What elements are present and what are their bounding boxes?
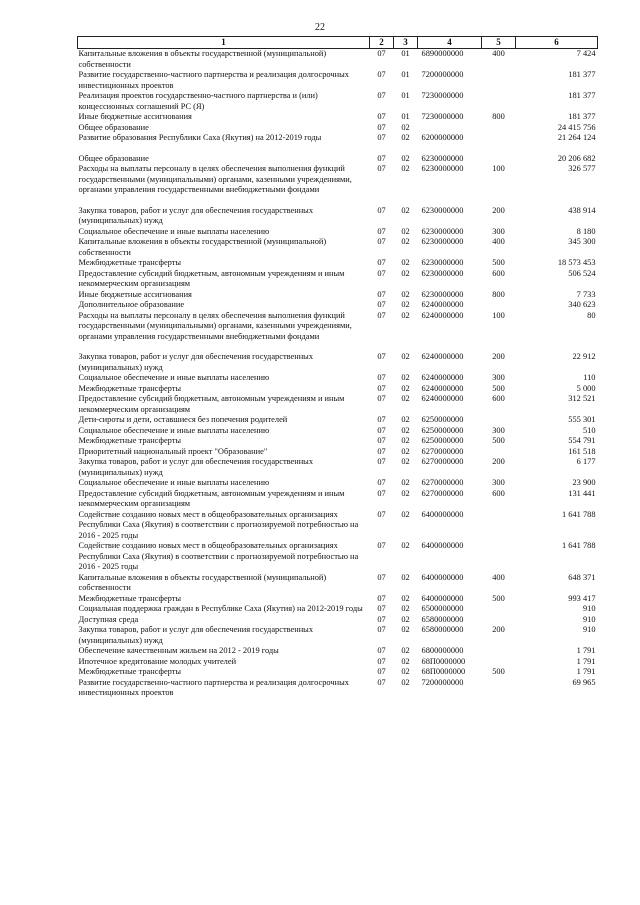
row-target-code: 6270000000 bbox=[421, 478, 464, 487]
row-expense-type: 800 bbox=[492, 289, 505, 299]
table-row bbox=[78, 352, 598, 373]
row-target-code: 6230000000 bbox=[421, 153, 464, 163]
row-target-code: 68П0000000 bbox=[421, 656, 466, 666]
row-description: Социальное обеспечение и иные выплаты населению bbox=[78, 373, 270, 382]
table-row bbox=[78, 237, 598, 258]
row-section: 07 bbox=[377, 300, 386, 309]
row-section: 07 bbox=[377, 258, 386, 267]
row-section: 07 bbox=[377, 667, 386, 676]
row-target-code: 6230000000 bbox=[421, 258, 464, 267]
row-description: Приоритетный национальный проект "Образование" bbox=[78, 446, 268, 456]
row-subsection: 02 bbox=[401, 394, 410, 403]
row-subsection: 02 bbox=[401, 677, 410, 687]
row-subsection: 02 bbox=[401, 425, 410, 435]
table-row bbox=[78, 300, 598, 311]
row-expense-type: 400 bbox=[492, 237, 505, 246]
row-amount: 131 441 bbox=[568, 488, 596, 498]
row-section: 07 bbox=[377, 394, 386, 403]
row-subsection: 02 bbox=[401, 593, 410, 603]
row-subsection: 01 bbox=[401, 70, 410, 79]
row-target-code: 6400000000 bbox=[421, 541, 464, 550]
row-target-code: 6400000000 bbox=[421, 509, 464, 519]
row-amount: 181 377 bbox=[568, 70, 596, 79]
row-subsection: 01 bbox=[401, 112, 410, 121]
row-section: 07 bbox=[377, 646, 386, 655]
row-target-code: 6240000000 bbox=[421, 383, 464, 393]
column-header-5: 5 bbox=[482, 37, 516, 49]
row-description: Расходы на выплаты персоналу в целях обеспечения выполнения функций государственными (муниципальными) органами, казенными учреждениями, органами управления государственными внебюджетными фондами bbox=[78, 310, 352, 341]
row-expense-type: 800 bbox=[492, 112, 505, 121]
row-description: Реализация проектов государственно-частного партнерства и (или) концессионных соглашений РС (Я) bbox=[78, 91, 318, 111]
row-amount: 1 791 bbox=[576, 656, 596, 666]
row-target-code: 6400000000 bbox=[421, 593, 464, 603]
row-description: Развитие образования Республики Саха (Якутия) на 2012-2019 годы bbox=[78, 133, 322, 142]
row-subsection: 02 bbox=[401, 646, 410, 655]
row-expense-type: 300 bbox=[492, 478, 505, 487]
row-section: 07 bbox=[377, 112, 386, 121]
row-spacer bbox=[78, 196, 598, 206]
row-description: Содействие созданию новых мест в общеобразовательных организациях Республики Саха (Якутия) в соответствии с прогнозируемой потребностью на 2016 - 2025 годы bbox=[78, 509, 359, 540]
table-row bbox=[78, 667, 598, 678]
table-row bbox=[78, 573, 598, 594]
row-section: 07 bbox=[377, 237, 386, 246]
row-subsection: 02 bbox=[401, 237, 410, 246]
table-row bbox=[78, 541, 598, 573]
row-description: Предоставление субсидий бюджетным, автономным учреждениям и иным некоммерческим организациям bbox=[78, 268, 345, 288]
row-expense-type bbox=[482, 133, 516, 144]
table-row bbox=[78, 206, 598, 227]
row-amount: 648 371 bbox=[568, 572, 596, 582]
row-description: Межбюджетные трансферты bbox=[78, 593, 182, 603]
table-row bbox=[78, 290, 598, 301]
row-expense-type bbox=[482, 415, 516, 426]
row-amount: 910 bbox=[582, 614, 596, 624]
row-target-code: 6230000000 bbox=[421, 289, 464, 299]
row-expense-type: 300 bbox=[492, 425, 505, 435]
row-amount: 181 377 bbox=[568, 91, 596, 100]
spacer-cell bbox=[78, 196, 598, 206]
row-target-code: 6250000000 bbox=[421, 415, 464, 424]
row-section: 07 bbox=[377, 373, 386, 382]
row-section: 07 bbox=[377, 415, 386, 424]
row-section: 07 bbox=[377, 226, 386, 236]
row-amount: 993 417 bbox=[568, 593, 596, 603]
table-row bbox=[78, 394, 598, 415]
row-subsection: 02 bbox=[401, 478, 410, 487]
row-description: Дополнительное образование bbox=[78, 300, 185, 309]
row-description: Межбюджетные трансферты bbox=[78, 258, 182, 267]
row-description: Общее образование bbox=[78, 122, 149, 132]
row-section: 07 bbox=[377, 289, 386, 299]
row-subsection: 02 bbox=[401, 488, 410, 498]
row-amount: 506 524 bbox=[568, 268, 596, 278]
row-subsection: 01 bbox=[401, 49, 410, 58]
table-row bbox=[78, 436, 598, 447]
column-header-1: 1 bbox=[78, 37, 370, 49]
row-section: 07 bbox=[377, 541, 386, 550]
row-subsection: 02 bbox=[401, 352, 410, 361]
row-target-code: 6400000000 bbox=[421, 572, 464, 582]
row-expense-type bbox=[482, 541, 516, 573]
row-amount: 18 573 453 bbox=[557, 258, 596, 267]
row-amount: 7 733 bbox=[576, 289, 596, 299]
row-description: Социальное обеспечение и иные выплаты населению bbox=[78, 226, 270, 236]
row-target-code: 7200000000 bbox=[421, 70, 464, 79]
table-row bbox=[78, 594, 598, 605]
row-expense-type: 600 bbox=[492, 488, 505, 498]
row-subsection: 02 bbox=[401, 436, 410, 445]
row-amount: 438 914 bbox=[568, 205, 596, 215]
row-subsection: 02 bbox=[401, 300, 410, 309]
row-description: Закупка товаров, работ и услуг для обеспечения государственных (муниципальных) нужд bbox=[78, 352, 314, 372]
row-subsection: 02 bbox=[401, 122, 410, 132]
row-amount: 554 791 bbox=[568, 436, 596, 445]
table-row bbox=[78, 457, 598, 478]
row-section: 07 bbox=[377, 593, 386, 603]
row-section: 07 bbox=[377, 70, 386, 79]
row-target-code: 6240000000 bbox=[421, 300, 464, 309]
spacer-cell bbox=[78, 342, 598, 352]
row-description: Межбюджетные трансферты bbox=[78, 667, 182, 676]
row-amount: 181 377 bbox=[568, 112, 596, 121]
row-amount: 22 912 bbox=[572, 352, 596, 361]
row-amount: 910 bbox=[582, 604, 596, 613]
table-row bbox=[78, 489, 598, 510]
row-subsection: 02 bbox=[401, 258, 410, 267]
row-description: Общее образование bbox=[78, 153, 149, 163]
row-target-code: 6580000000 bbox=[421, 614, 464, 624]
row-target-code: 6230000000 bbox=[421, 226, 464, 236]
row-expense-type: 500 bbox=[492, 436, 505, 445]
column-header-2: 2 bbox=[370, 37, 394, 49]
row-description: Социальное обеспечение и иные выплаты населению bbox=[78, 478, 270, 487]
row-target-code: 6200000000 bbox=[421, 133, 464, 142]
table-row bbox=[78, 478, 598, 489]
row-description: Закупка товаров, работ и услуг для обеспечения государственных (муниципальных) нужд bbox=[78, 625, 314, 645]
row-subsection: 02 bbox=[401, 415, 410, 424]
table-row bbox=[78, 164, 598, 196]
row-expense-type bbox=[482, 123, 516, 134]
row-description: Капитальные вложения в объекты государственной (муниципальной) собственности bbox=[78, 237, 327, 257]
row-subsection: 01 bbox=[401, 91, 410, 100]
row-section: 07 bbox=[377, 91, 386, 100]
row-subsection: 02 bbox=[401, 572, 410, 582]
row-spacer bbox=[78, 144, 598, 154]
row-expense-type: 500 bbox=[492, 667, 505, 676]
table-row bbox=[78, 625, 598, 646]
row-section: 07 bbox=[377, 49, 386, 58]
row-expense-type: 500 bbox=[492, 258, 505, 267]
row-section: 07 bbox=[377, 425, 386, 435]
row-expense-type: 200 bbox=[492, 457, 505, 466]
row-section: 07 bbox=[377, 133, 386, 142]
row-expense-type bbox=[482, 70, 516, 91]
row-expense-type bbox=[482, 615, 516, 626]
row-subsection: 02 bbox=[401, 268, 410, 278]
table-row bbox=[78, 269, 598, 290]
row-description: Социальное обеспечение и иные выплаты населению bbox=[78, 425, 270, 435]
row-description: Ипотечное кредитование молодых учителей bbox=[78, 656, 237, 666]
row-section: 07 bbox=[377, 488, 386, 498]
row-subsection: 02 bbox=[401, 656, 410, 666]
table-row bbox=[78, 604, 598, 615]
row-target-code: 6240000000 bbox=[421, 373, 464, 382]
row-description: Закупка товаров, работ и услуг для обеспечения государственных (муниципальных) нужд bbox=[78, 205, 314, 225]
row-target-code: 6230000000 bbox=[421, 205, 464, 215]
row-subsection: 02 bbox=[401, 164, 410, 173]
row-section: 07 bbox=[377, 153, 386, 163]
row-expense-type: 600 bbox=[492, 394, 505, 403]
row-amount: 510 bbox=[582, 425, 596, 435]
row-amount: 6 177 bbox=[576, 457, 596, 466]
row-description: Социальная поддержка граждан в Республике Саха (Якутия) на 2012-2019 годы bbox=[78, 604, 363, 613]
row-expense-type bbox=[482, 678, 516, 699]
row-target-code: 7230000000 bbox=[421, 112, 464, 121]
row-subsection: 02 bbox=[401, 373, 410, 382]
row-target-code: 6240000000 bbox=[421, 310, 464, 320]
row-expense-type bbox=[482, 300, 516, 311]
row-description: Иные бюджетные ассигнования bbox=[78, 289, 192, 299]
row-expense-type: 200 bbox=[492, 352, 505, 361]
table-row bbox=[78, 447, 598, 458]
row-description: Капитальные вложения в объекты государственной (муниципальной) собственности bbox=[78, 572, 327, 592]
table-row bbox=[78, 426, 598, 437]
row-expense-type: 100 bbox=[492, 164, 505, 173]
row-section: 07 bbox=[377, 614, 386, 624]
row-target-code: 6230000000 bbox=[421, 164, 464, 173]
row-target-code: 6580000000 bbox=[421, 625, 464, 634]
row-section: 07 bbox=[377, 625, 386, 634]
row-target-code bbox=[418, 123, 482, 134]
row-description: Доступная среда bbox=[78, 614, 139, 624]
row-subsection: 02 bbox=[401, 205, 410, 215]
table-row bbox=[78, 154, 598, 165]
row-subsection: 02 bbox=[401, 604, 410, 613]
row-subsection: 02 bbox=[401, 667, 410, 676]
table-row bbox=[78, 70, 598, 91]
row-subsection: 02 bbox=[401, 310, 410, 320]
column-header-4: 4 bbox=[418, 37, 482, 49]
row-target-code: 6240000000 bbox=[421, 352, 464, 361]
row-amount: 5 000 bbox=[576, 383, 596, 393]
row-subsection: 02 bbox=[401, 133, 410, 142]
row-section: 07 bbox=[377, 310, 386, 320]
header-row bbox=[78, 37, 598, 49]
row-section: 07 bbox=[377, 478, 386, 487]
row-target-code: 6270000000 bbox=[421, 457, 464, 466]
row-amount: 312 521 bbox=[568, 394, 596, 403]
row-section: 07 bbox=[377, 604, 386, 613]
row-section: 07 bbox=[377, 572, 386, 582]
row-description: Дети-сироты и дети, оставшиеся без попечения родителей bbox=[78, 415, 288, 424]
table-row bbox=[78, 49, 598, 71]
row-section: 07 bbox=[377, 436, 386, 445]
row-expense-type: 200 bbox=[492, 205, 505, 215]
row-subsection: 02 bbox=[401, 289, 410, 299]
table-row bbox=[78, 415, 598, 426]
table-row bbox=[78, 123, 598, 134]
row-section: 07 bbox=[377, 383, 386, 393]
table-row bbox=[78, 510, 598, 542]
row-section: 07 bbox=[377, 205, 386, 215]
page-number: 22 bbox=[315, 22, 325, 33]
row-expense-type: 400 bbox=[492, 49, 505, 58]
row-target-code: 7200000000 bbox=[421, 677, 464, 687]
row-target-code: 6270000000 bbox=[421, 488, 464, 498]
row-spacer bbox=[78, 342, 598, 352]
row-target-code: 6250000000 bbox=[421, 436, 464, 445]
table-row bbox=[78, 678, 598, 699]
table-row bbox=[78, 133, 598, 144]
row-amount: 24 415 756 bbox=[557, 122, 596, 132]
column-header-3: 3 bbox=[394, 37, 418, 49]
row-target-code: 7230000000 bbox=[421, 91, 464, 100]
budget-table bbox=[77, 36, 598, 699]
row-amount: 1 791 bbox=[576, 646, 596, 655]
row-expense-type: 300 bbox=[492, 226, 505, 236]
table-row bbox=[78, 258, 598, 269]
row-expense-type: 600 bbox=[492, 268, 505, 278]
row-expense-type bbox=[482, 91, 516, 112]
row-amount: 1 791 bbox=[576, 667, 596, 676]
row-target-code: 6890000000 bbox=[421, 49, 464, 58]
row-amount: 69 965 bbox=[572, 677, 596, 687]
row-subsection: 02 bbox=[401, 614, 410, 624]
row-section: 07 bbox=[377, 457, 386, 466]
row-section: 07 bbox=[377, 509, 386, 519]
row-expense-type bbox=[482, 154, 516, 165]
table-row bbox=[78, 615, 598, 626]
table-row bbox=[78, 384, 598, 395]
row-expense-type bbox=[482, 657, 516, 668]
table-row bbox=[78, 227, 598, 238]
row-subsection: 02 bbox=[401, 153, 410, 163]
row-expense-type: 100 bbox=[492, 310, 505, 320]
row-amount: 80 bbox=[587, 310, 596, 320]
row-amount: 345 300 bbox=[568, 237, 596, 246]
row-amount: 23 900 bbox=[572, 478, 596, 487]
row-target-code: 6250000000 bbox=[421, 425, 464, 435]
row-amount: 20 206 682 bbox=[557, 153, 596, 163]
row-amount: 110 bbox=[583, 373, 596, 382]
row-section: 07 bbox=[377, 268, 386, 278]
row-target-code: 6230000000 bbox=[421, 237, 464, 246]
column-header-6: 6 bbox=[516, 37, 598, 49]
row-amount: 7 424 bbox=[576, 49, 596, 58]
row-expense-type bbox=[482, 646, 516, 657]
row-description: Межбюджетные трансферты bbox=[78, 383, 182, 393]
table-row bbox=[78, 373, 598, 384]
row-section: 07 bbox=[377, 164, 386, 173]
row-expense-type: 300 bbox=[492, 373, 505, 382]
row-section: 07 bbox=[377, 122, 386, 132]
table-row bbox=[78, 657, 598, 668]
row-subsection: 02 bbox=[401, 625, 410, 634]
row-amount: 326 577 bbox=[568, 164, 596, 173]
row-subsection: 02 bbox=[401, 446, 410, 456]
row-section: 07 bbox=[377, 446, 386, 456]
row-section: 07 bbox=[377, 352, 386, 361]
row-description: Обеспечение качественным жильем на 2012 - 2019 годы bbox=[78, 646, 279, 655]
row-amount: 1 641 788 bbox=[562, 541, 596, 550]
row-subsection: 02 bbox=[401, 457, 410, 466]
row-expense-type bbox=[482, 510, 516, 542]
row-description: Развитие государственно-частного партнерства и реализация долгосрочных инвестиционных проектов bbox=[78, 677, 349, 697]
spacer-cell bbox=[78, 144, 598, 154]
row-amount: 1 641 788 bbox=[562, 509, 596, 519]
table-body bbox=[78, 49, 598, 699]
row-description: Предоставление субсидий бюджетным, автономным учреждениям и иным некоммерческим организациям bbox=[78, 394, 345, 414]
row-description: Капитальные вложения в объекты государственной (муниципальной) собственности bbox=[78, 49, 327, 69]
row-description: Расходы на выплаты персоналу в целях обеспечения выполнения функций государственными (муниципальными) органами, казенными учреждениями, органами управления государственными внебюджетными фондами bbox=[78, 164, 352, 194]
row-description: Закупка товаров, работ и услуг для обеспечения государственных (муниципальных) нужд bbox=[78, 457, 314, 477]
row-subsection: 02 bbox=[401, 226, 410, 236]
row-description: Развитие государственно-частного партнерства и реализация долгосрочных инвестиционных проектов bbox=[78, 70, 349, 90]
row-amount: 340 623 bbox=[568, 300, 596, 309]
row-description: Предоставление субсидий бюджетным, автономным учреждениям и иным некоммерческим организациям bbox=[78, 488, 345, 508]
row-expense-type: 400 bbox=[492, 572, 505, 582]
row-target-code: 6500000000 bbox=[421, 604, 464, 613]
row-expense-type: 500 bbox=[492, 593, 505, 603]
table-row bbox=[78, 311, 598, 343]
row-target-code: 68П0000000 bbox=[421, 667, 466, 676]
row-expense-type bbox=[482, 604, 516, 615]
row-section: 07 bbox=[377, 656, 386, 666]
row-section: 07 bbox=[377, 677, 386, 687]
table-row bbox=[78, 91, 598, 112]
row-amount: 8 180 bbox=[576, 226, 596, 236]
row-amount: 910 bbox=[582, 625, 596, 634]
row-subsection: 02 bbox=[401, 541, 410, 550]
row-target-code: 6240000000 bbox=[421, 394, 464, 403]
row-subsection: 02 bbox=[401, 383, 410, 393]
row-expense-type: 500 bbox=[492, 383, 505, 393]
row-expense-type bbox=[482, 447, 516, 458]
row-target-code: 6230000000 bbox=[421, 268, 464, 278]
row-target-code: 6270000000 bbox=[421, 446, 464, 456]
row-subsection: 02 bbox=[401, 509, 410, 519]
row-description: Межбюджетные трансферты bbox=[78, 436, 182, 445]
row-amount: 555 301 bbox=[568, 415, 596, 424]
table-row bbox=[78, 112, 598, 123]
row-target-code: 6800000000 bbox=[421, 646, 464, 655]
table-row bbox=[78, 646, 598, 657]
row-amount: 161 518 bbox=[568, 446, 596, 456]
row-amount: 21 264 124 bbox=[557, 133, 596, 142]
row-description: Содействие созданию новых мест в общеобразовательных организациях Республики Саха (Якутия) в соответствии с прогнозируемой потребностью на 2016 - 2025 годы bbox=[78, 541, 359, 571]
row-description: Иные бюджетные ассигнования bbox=[78, 112, 192, 121]
row-expense-type: 200 bbox=[492, 625, 505, 634]
